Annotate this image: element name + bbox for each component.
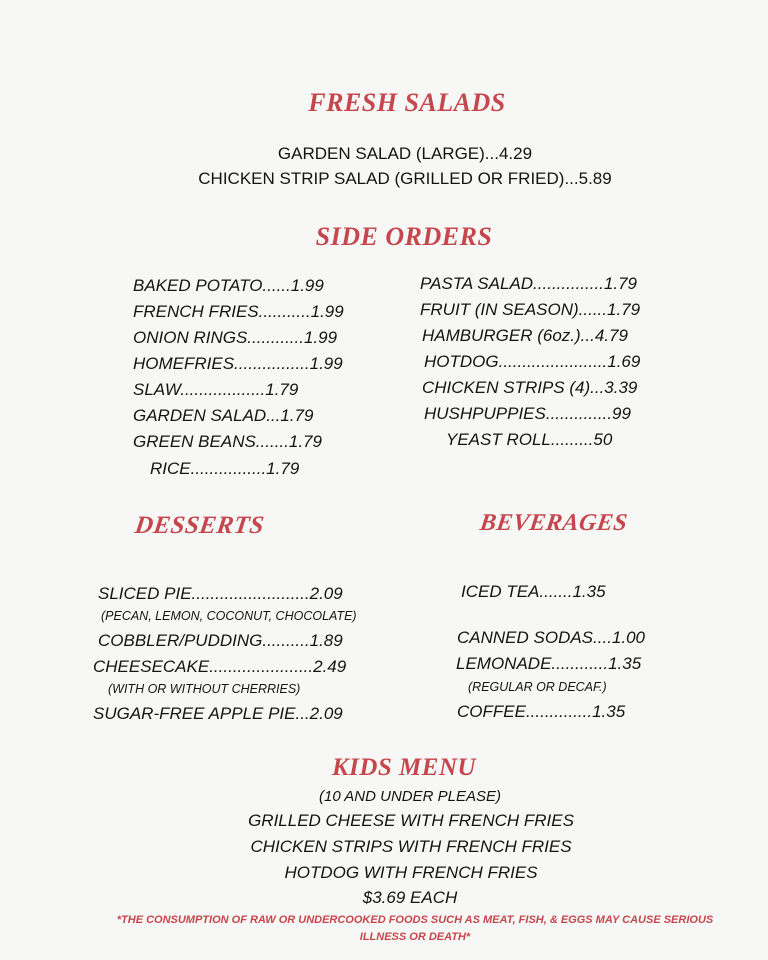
beverage-item: CANNED SODAS....1.00 [457, 628, 646, 647]
side-item: FRENCH FRIES...........1.99 [133, 302, 344, 321]
side-item: CHICKEN STRIPS (4)...3.39 [422, 378, 638, 397]
beverage-item: LEMONADE............1.35 [456, 654, 642, 673]
kids-item: CHICKEN STRIPS WITH FRENCH FRIES [250, 837, 572, 856]
side-item: ONION RINGS............1.99 [133, 328, 338, 347]
beverage-note: (REGULAR OR DECAF.) [468, 680, 607, 694]
side-item: SLAW..................1.79 [133, 380, 299, 399]
side-item: PASTA SALAD...............1.79 [420, 274, 637, 293]
side-item: HOMEFRIES................1.99 [133, 354, 343, 373]
side-item: GARDEN SALAD...1.79 [133, 406, 314, 425]
beverages-heading: BEVERAGES [478, 510, 630, 536]
kids-note: (10 AND UNDER PLEASE) [319, 788, 501, 805]
kids-item: GRILLED CHEESE WITH FRENCH FRIES [248, 811, 574, 830]
kids-item: HOTDOG WITH FRENCH FRIES [284, 863, 538, 882]
side-item: BAKED POTATO......1.99 [133, 276, 324, 295]
side-item: HOTDOG.......................1.69 [424, 352, 641, 371]
salad-item: CHICKEN STRIP SALAD (GRILLED OR FRIED)...5.89 [198, 169, 612, 188]
dessert-item: COBBLER/PUDDING..........1.89 [98, 631, 343, 650]
desserts-heading: DESSERTS [133, 512, 267, 539]
side-item: YEAST ROLL.........50 [446, 430, 613, 449]
dessert-item: SLICED PIE.........................2.09 [98, 584, 343, 603]
food-safety-disclaimer: *THE CONSUMPTION OF RAW OR UNDERCOOKED FOODS SUCH AS MEAT, FISH, & EGGS MAY CAUSE SERIOUS ILLNESS OR DEATH* [116, 914, 714, 943]
side-item: HUSHPUPPIES..............99 [424, 404, 631, 423]
side-item: HAMBURGER (6oz.)...4.79 [422, 326, 628, 345]
beverage-item: ICED TEA.......1.35 [461, 582, 606, 601]
kids-price: $3.69 EACH [362, 888, 458, 907]
beverage-item: COFFEE..............1.35 [457, 702, 626, 721]
dessert-note: (PECAN, LEMON, COCONUT, CHOCOLATE) [101, 609, 357, 623]
fresh-salads-heading: FRESH SALADS [308, 88, 506, 117]
dessert-item: CHEESECAKE......................2.49 [93, 657, 347, 676]
side-item: GREEN BEANS.......1.79 [133, 432, 322, 451]
side-item: FRUIT (IN SEASON)......1.79 [420, 300, 641, 319]
dessert-note: (WITH OR WITHOUT CHERRIES) [108, 682, 301, 696]
side-item: RICE................1.79 [150, 459, 300, 478]
side-orders-heading: SIDE ORDERS [315, 222, 493, 251]
salad-item: GARDEN SALAD (LARGE)...4.29 [277, 144, 533, 163]
dessert-item: SUGAR-FREE APPLE PIE...2.09 [93, 704, 343, 723]
kids-menu-heading: KIDS MENU [331, 754, 477, 781]
